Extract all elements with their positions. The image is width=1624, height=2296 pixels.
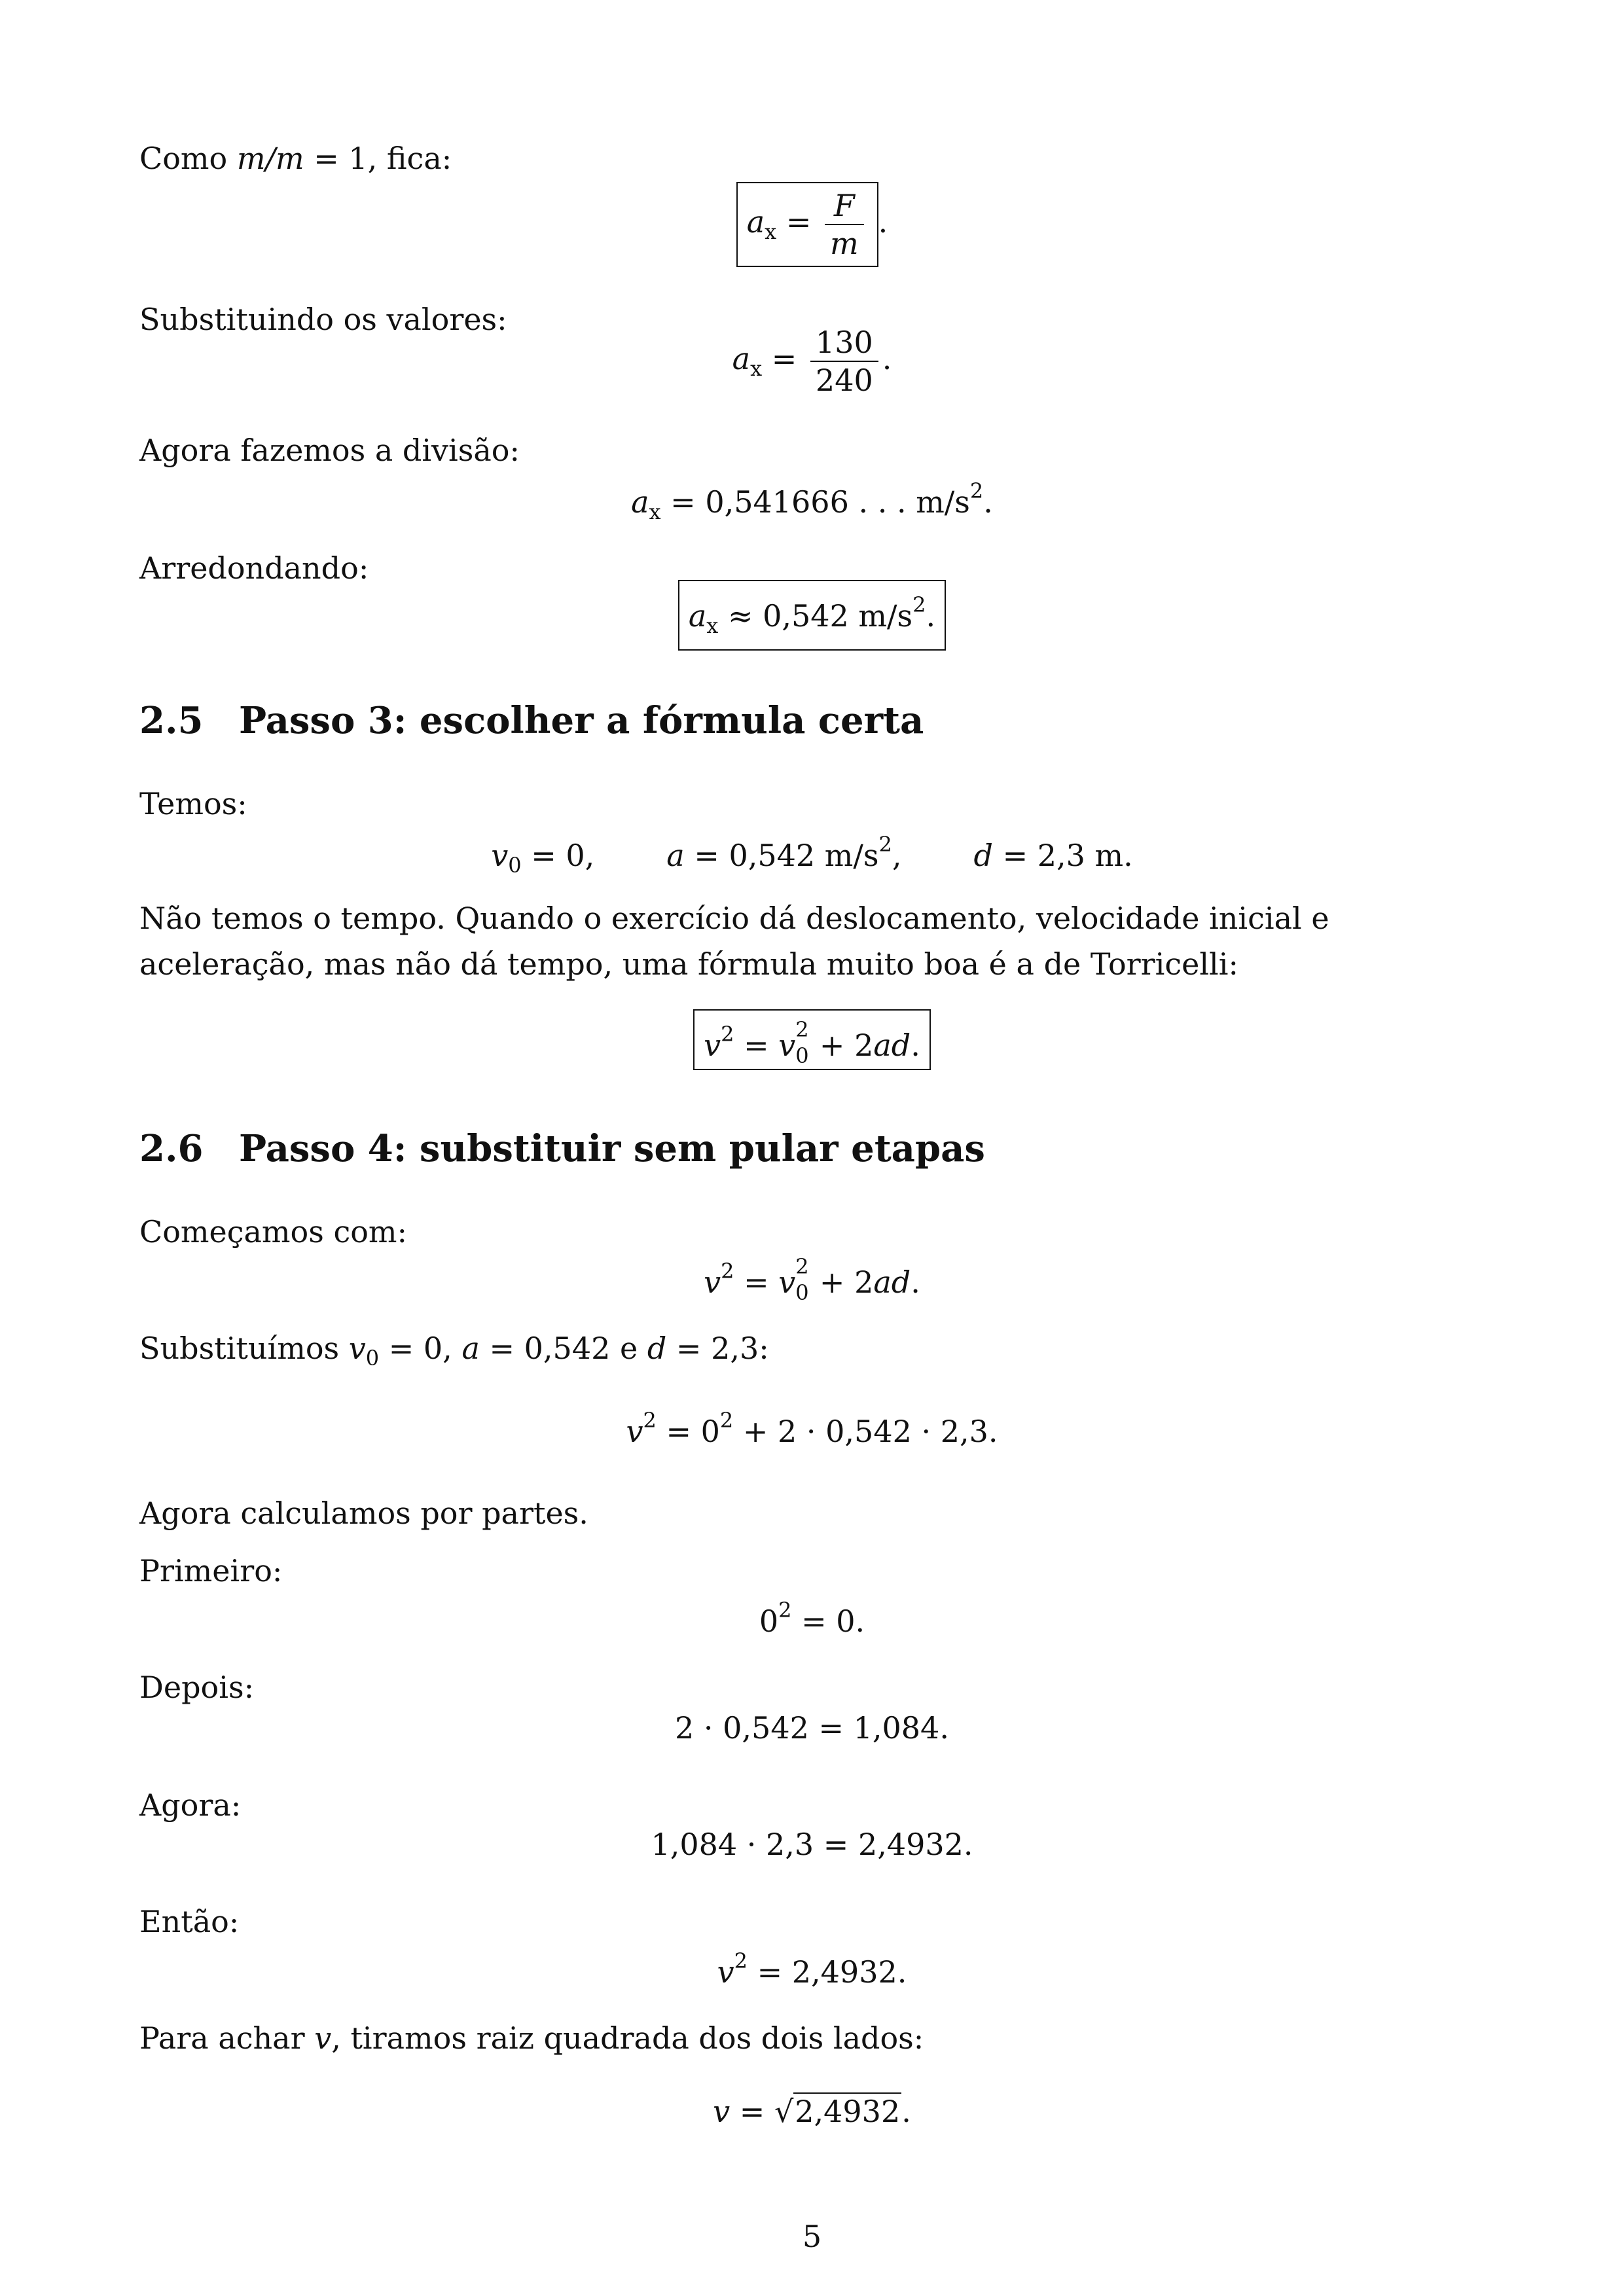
math-sub: x [750,356,763,381]
text-part: = 0, [379,1331,462,1366]
fraction [810,324,878,399]
section-number: 2.6 [139,1127,204,1170]
math-sup: 2 [643,1408,657,1433]
math-sub: 0 [508,853,522,878]
paragraph-agora: Agora: [139,1787,242,1823]
math-var: a [631,484,649,520]
math-tail: . [878,204,888,240]
math-sup: 2 [721,1259,734,1283]
math-sub: x [765,219,777,244]
math-var: a [688,598,707,634]
paragraph-como [139,139,452,178]
equation-ax-130-240 [0,324,1624,399]
math-var: ad [873,1028,911,1063]
math-var: d [973,838,993,873]
math-tail: . [901,2094,911,2129]
math-tail: . [882,341,892,376]
equation-givens [0,825,1624,885]
fraction-denominator: m [825,224,864,262]
radical-sign-icon: √ [774,2094,794,2129]
math-var: a [666,838,685,873]
math-var: v [704,1265,721,1300]
math-var: a [746,204,765,240]
math-rhs: ≈ 0,542 m/s [718,598,913,634]
math-rhs: = 2,3 m. [992,838,1133,873]
math-sub: 0 [795,1043,809,1068]
math-var: v [704,1028,721,1063]
math-rhs: = 0, [521,838,595,873]
sqrt [774,2092,901,2131]
math-rhs: = 2,4932. [747,1954,907,1990]
math-plus: + 2 [810,1265,874,1300]
math-rhs: = 0,542 m/s [684,838,879,873]
math-sub: 0 [795,1280,809,1305]
text-fica: = 1, fica: [304,141,452,176]
section-title: Passo 3: escolher a fórmula certa [239,699,924,742]
equation-sqrt [0,2092,1624,2131]
math-sub: x [649,499,661,524]
math-rel: = [776,204,821,240]
paragraph-agora-divisao: Agora fazemos a divisão: [139,433,520,468]
math-sup: 2 [795,1254,809,1279]
text-part: = 2,3: [666,1331,769,1366]
math-tail: . [983,484,993,520]
paragraph-comecamos: Começamos com: [139,1214,408,1249]
text-part: Para achar [139,2020,315,2056]
math-var: v [778,1028,796,1063]
math-var: d [647,1331,667,1366]
paragraph-para-achar [139,2018,924,2058]
math-var: v [778,1265,796,1300]
math-var: v [626,1414,643,1449]
section-number: 2.5 [139,699,204,742]
section-heading-2-6 [139,1126,985,1172]
math-supsub [795,1017,810,1068]
equation-substituted [0,1401,1624,1451]
text-part: , tiramos raiz quadrada dos dois lados: [331,2020,924,2056]
math-rel: = [734,1028,779,1063]
math-tail: . [911,1028,920,1063]
math-m-over-m: m/m [236,141,304,176]
equation-product-2: 1,084 · 2,3 = 2,4932. [651,1827,973,1862]
equation-torricelli [0,1251,1624,1305]
math-sup: 2 [778,1598,792,1623]
paragraph-depois: Depois: [139,1670,255,1705]
math-sup: 2 [795,1017,809,1042]
math-rel: = [734,1265,779,1300]
math-sup: 2 [719,1408,734,1433]
math-tail: . [926,598,936,634]
fraction [825,187,864,262]
equation-product-1: 2 · 0,542 = 1,084. [675,1710,949,1746]
paragraph-arredondando: Arredondando: [139,550,369,586]
fraction-denominator: 240 [810,361,878,399]
math-sup: 2 [969,478,984,503]
math-rhs: = 0,541666 . . . m/s [660,484,970,520]
paragraph-temos: Temos: [139,786,247,821]
math-var: a [461,1331,480,1366]
math-supsub [795,1254,810,1305]
paragraph-primeiro: Primeiro: [139,1553,283,1588]
equation-ax-rounded [0,580,1624,651]
text-como: Como [139,141,237,176]
radicand: 2,4932 [795,2094,901,2129]
math-sub: x [706,613,719,638]
boxed-equation [693,1009,931,1070]
section-heading-2-5 [139,698,924,744]
equation-zero-squared [0,1590,1624,1641]
math-var: v [713,2094,731,2129]
math-var: a [732,341,751,376]
math-plus: + 2 [810,1028,874,1063]
math-base: 0 [759,1604,779,1639]
math-sup: 2 [878,832,892,857]
equation-ax-decimal [0,471,1624,531]
math-var: v [348,1331,366,1366]
math-var: v [717,1954,734,1990]
section-title: Passo 4: substituir sem pular etapas [239,1127,985,1170]
math-sup: 2 [734,1948,748,1973]
fraction-numerator: F [833,188,855,223]
math-rhs: = 0. [791,1604,865,1639]
text-part: = 0,542 e [479,1331,647,1366]
math-sub: 0 [365,1346,380,1371]
math-rel: = [762,341,806,376]
equation-v-squared [0,1941,1624,1992]
equation-ax-f-over-m [0,182,1624,267]
math-rhs: = 0 [656,1414,720,1449]
paragraph-substituimos [139,1329,769,1378]
page-number: 5 [802,2219,822,2254]
text-part: Substituímos [139,1331,349,1366]
math-rel: = [730,2094,774,2129]
paragraph-substituindo: Substituindo os valores: [139,302,507,337]
math-tail: . [911,1265,920,1300]
paragraph-agora-calculamos: Agora calculamos por partes. [139,1496,588,1531]
fraction-numerator: 130 [815,325,873,360]
paragraph-nao-temos: Não temos o tempo. Quando o exercício dá deslocamento, velocidade inicial e aceleração, mas não dá tempo, uma fórmula muito boa é a de Torricelli: [139,901,1329,982]
boxed-equation [678,580,946,651]
math-sup: 2 [721,1022,734,1047]
math-var: ad [873,1265,911,1300]
math-var: v [314,2020,332,2056]
math-var: v [491,838,509,873]
boxed-equation [736,182,878,267]
math-sup: 2 [912,592,926,617]
paragraph-entao: Então: [139,1904,240,1939]
math-tail: , [892,838,902,873]
equation-torricelli-boxed [0,1009,1624,1070]
math-rhs: + 2 · 0,542 · 2,3. [733,1414,998,1449]
